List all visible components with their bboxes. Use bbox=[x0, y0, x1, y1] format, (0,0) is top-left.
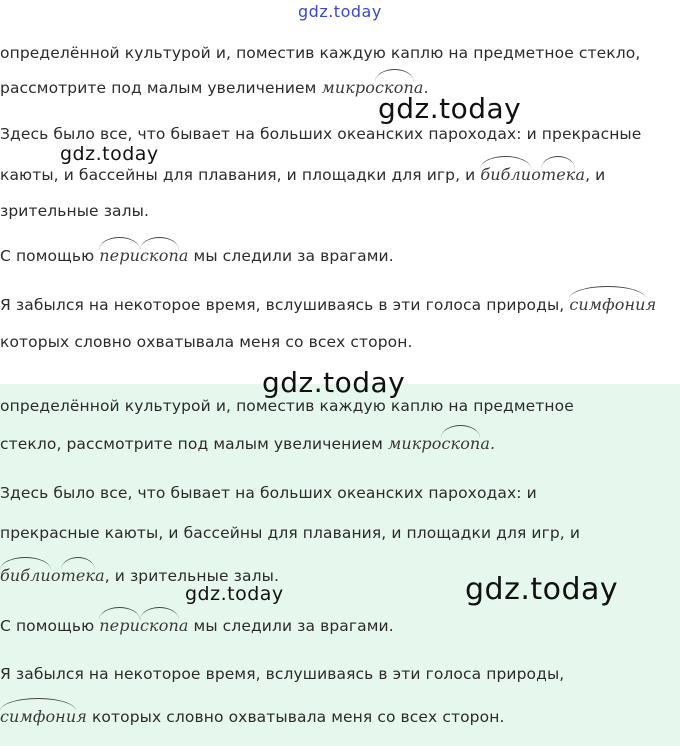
text-line: стекло, рассмотрите под малым увеличением микроскопа. bbox=[0, 434, 496, 453]
root-arc: скоп bbox=[441, 434, 481, 453]
root-arc: симфони bbox=[569, 295, 646, 314]
watermark-top: gdz.today bbox=[298, 2, 382, 21]
text-line: определённой культурой и, поместив каждую каплю на предметное bbox=[0, 397, 574, 415]
text-line: С помощью перископа мы следили за врагами. bbox=[0, 616, 394, 635]
watermark: gdz.today bbox=[378, 92, 522, 125]
word-biblioteka: библиотека bbox=[0, 566, 105, 585]
word-periskopa: перископа bbox=[99, 616, 189, 635]
text-line: Я забылся на некоторое время, вслушиваясь в эти голоса природы, симфония bbox=[0, 295, 657, 314]
root-arc: скоп bbox=[140, 246, 179, 265]
root-arc: библи bbox=[0, 566, 51, 585]
text-line: определённой культурой и, поместив каждую каплю на предметное стекло, bbox=[0, 44, 641, 62]
text-line: зрительные залы. bbox=[0, 202, 150, 220]
watermark: gdz.today bbox=[60, 143, 159, 165]
watermark: gdz.today bbox=[185, 583, 284, 605]
text-line: прекрасные каюты, и бассейны для плавания, и площадки для игр, и bbox=[0, 524, 580, 542]
root-arc: скоп bbox=[375, 78, 414, 97]
root-arc: библи bbox=[480, 165, 532, 184]
root-arc: пери bbox=[99, 246, 140, 265]
word-mikroskopa: микроскопа. bbox=[321, 78, 429, 97]
word-biblioteka: библиотека bbox=[480, 165, 586, 184]
word-mikroskopa: микроскопа. bbox=[387, 434, 496, 453]
word-periskopa: перископа bbox=[99, 246, 189, 265]
text-line: Здесь было все, что бывает на больших океанских пароходах: и прекрасные bbox=[0, 125, 642, 143]
root-arc: тек bbox=[540, 165, 576, 184]
word-simfoniya: симфония bbox=[0, 707, 87, 726]
root-arc: симфони bbox=[0, 707, 77, 726]
root-arc: скоп bbox=[140, 616, 179, 635]
text-line: каюты, и бассейны для плавания, и площадки для игр, и библиотека, и bbox=[0, 165, 606, 184]
watermark: gdz.today bbox=[262, 366, 406, 399]
text-line: библиотека, и зрительные залы. bbox=[0, 566, 279, 585]
watermark: gdz.today bbox=[465, 572, 619, 607]
text-line: Здесь было все, что бывает на больших океанских пароходах: и bbox=[0, 484, 537, 502]
text-line: которых словно охватывала меня со всех сторон. bbox=[0, 333, 413, 351]
text-line: рассмотрите под малым увеличением микроскопа. bbox=[0, 78, 429, 97]
text-line: Я забылся на некоторое время, вслушиваясь в эти голоса природы, bbox=[0, 665, 565, 683]
word-simfoniya: симфония bbox=[569, 295, 657, 314]
text-line: С помощью перископа мы следили за врагами. bbox=[0, 246, 394, 265]
text-line: симфония которых словно охватывала меня со всех сторон. bbox=[0, 707, 505, 726]
root-arc: пери bbox=[99, 616, 140, 635]
root-arc: тек bbox=[60, 566, 96, 585]
